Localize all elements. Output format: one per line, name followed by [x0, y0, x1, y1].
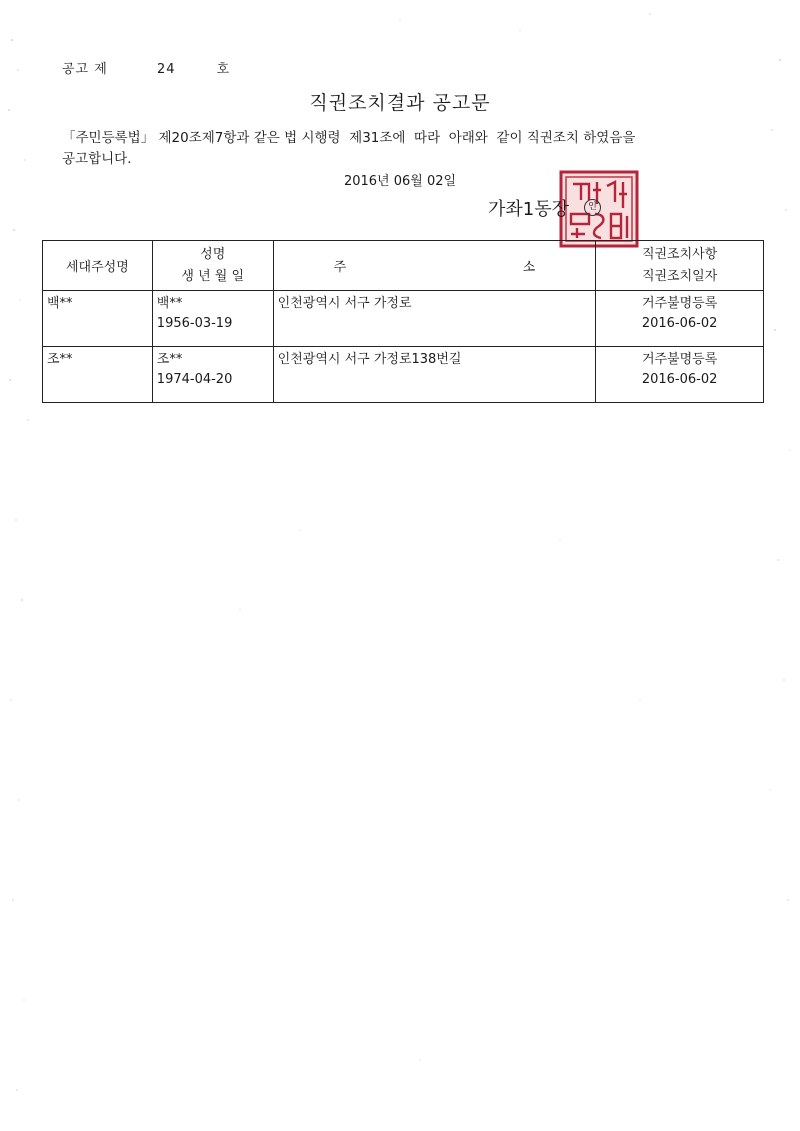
- table-header-row: [43, 241, 764, 291]
- header-name-a: 성: [200, 246, 213, 262]
- notice-number-value: 24: [156, 62, 176, 77]
- cell-birth: 1956-03-19: [156, 316, 233, 331]
- page-title: 직권조치결과 공고문: [309, 92, 491, 114]
- notice-body-line1: 「주민등록법」 제20조제7항과 같은 법 시행령 제31조에 따라 아래와 같이 직권조치 하였음을: [62, 130, 636, 146]
- cell-name: 조**: [156, 352, 183, 367]
- header-birth: 생 년 월 일: [181, 268, 245, 284]
- cell-action-date: 2016-06-02: [641, 372, 718, 387]
- table-row: [43, 347, 764, 403]
- cell-name-birth: [152, 291, 273, 347]
- notice-date: 2016년 06월 02일: [343, 174, 457, 189]
- header-householder: 세대주성명: [43, 241, 153, 291]
- notice-body-line2: 공고합니다.: [62, 151, 132, 167]
- notice-number: [62, 58, 230, 77]
- header-name-birth: [152, 241, 273, 291]
- notice-body: [62, 128, 702, 170]
- cell-action: [596, 291, 764, 347]
- cell-action-date: 2016-06-02: [641, 316, 718, 331]
- cell-address: 인천광역시 서구 가정로138번길: [273, 347, 596, 403]
- header-address: [273, 241, 596, 291]
- header-name-b: 명: [212, 246, 226, 262]
- table-row: [43, 291, 764, 347]
- seal-mark-icon: 인: [584, 199, 601, 216]
- cell-action-type: 거주불명등록: [641, 296, 718, 311]
- header-action: [596, 241, 764, 291]
- notice-suffix: 호: [216, 62, 231, 77]
- cell-name-birth: [152, 347, 273, 403]
- cell-action-type: 거주불명등록: [641, 352, 718, 367]
- cell-action: [596, 347, 764, 403]
- header-address-b: 소: [522, 260, 536, 275]
- header-address-a: 주: [333, 260, 347, 275]
- cell-address: 인천광역시 서구 가정로: [273, 291, 596, 347]
- signer-name: 가좌1동장: [488, 199, 570, 220]
- cell-birth: 1974-04-20: [156, 372, 233, 387]
- records-table: [42, 240, 764, 403]
- cell-householder: 조**: [43, 347, 153, 403]
- header-action-date: 직권조치일자: [641, 268, 718, 284]
- header-action-type: 직권조치사항: [641, 246, 718, 262]
- cell-name: 백**: [156, 296, 183, 311]
- cell-householder: 백**: [43, 291, 153, 347]
- notice-prefix: 공고 제: [62, 62, 108, 77]
